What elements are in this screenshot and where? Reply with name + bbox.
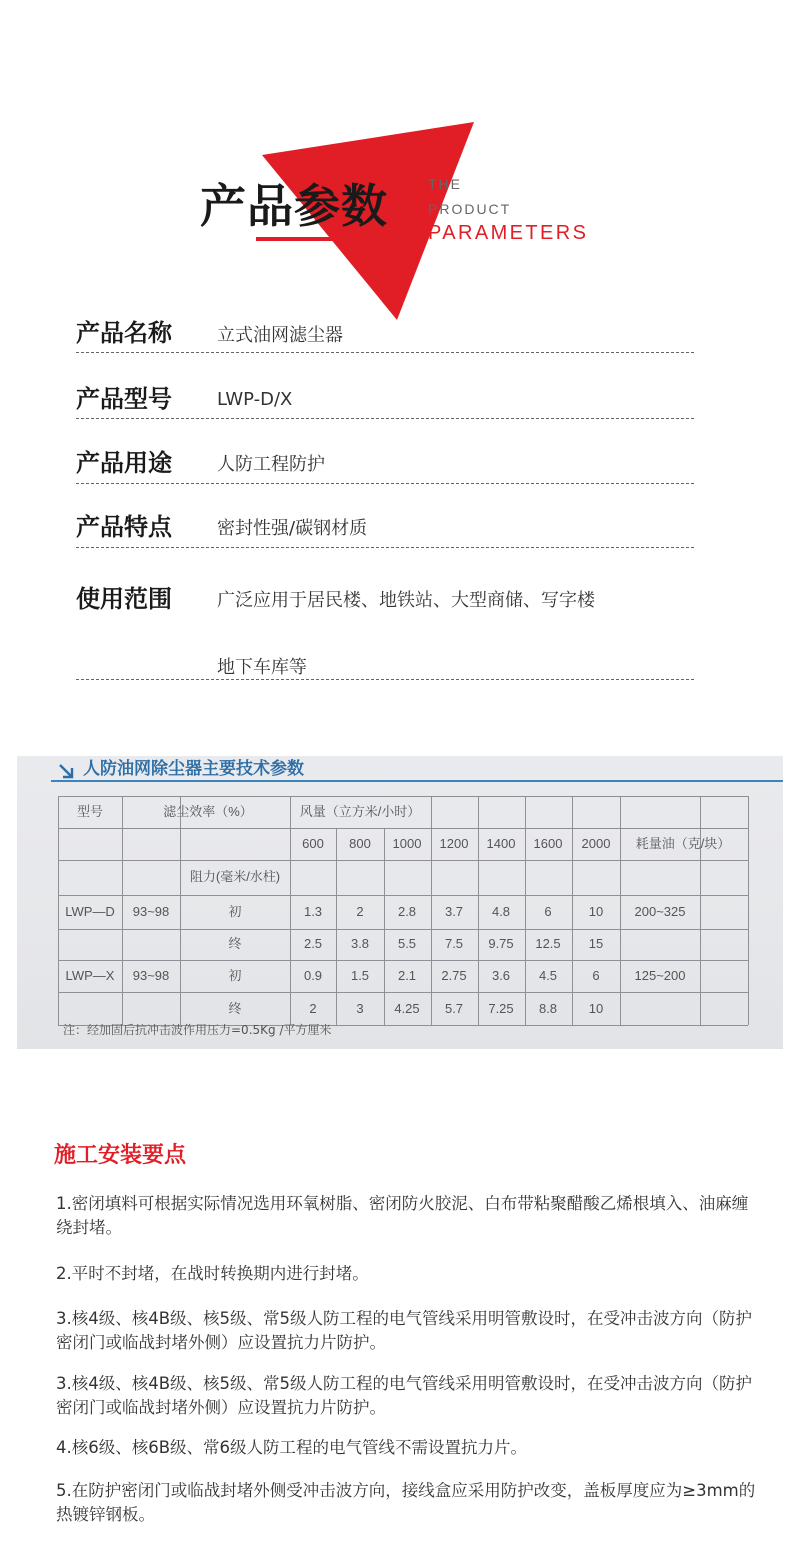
header-airflow: 风量（立方米/小时） [299,804,421,819]
table-note: 注：经加固后抗冲击波作用压力=0.5Kg /平方厘米 [63,1023,332,1037]
row-value: 5.5 [397,936,417,951]
title-underline [256,237,342,241]
row-value: 3 [356,1001,364,1016]
header-resistance: 阻力(毫米/水柱) [189,869,281,884]
row-value: 1.5 [350,968,370,983]
install-item: 1.密闭填料可根据实际情况选用环氧树脂、密闭防火胶泥、白布带粘聚醋酸乙烯根填入、油麻缠绕封堵。 [56,1194,749,1237]
spec-value-continued: 地下车库等 [217,657,307,678]
row-stage: 初 [228,904,242,919]
row-value: 2.75 [441,968,467,983]
spec-label: 产品特点 [76,513,172,541]
row-stage: 初 [228,968,242,983]
install-heading: 施工安装要点 [54,1143,187,1168]
title-en-line2: PRODUCT [428,201,512,217]
row-value: 7.25 [488,1001,514,1016]
airflow-value: 600 [302,836,324,851]
row-value: 8.8 [538,1001,558,1016]
spec-label: 产品用途 [76,449,172,477]
airflow-value: 1600 [533,836,563,851]
airflow-value: 1000 [392,836,422,851]
row-value: 9.75 [488,936,514,951]
header-efficiency: 滤尘效率（%） [163,804,253,819]
spec-label: 使用范围 [76,585,172,613]
row-value: 5.7 [444,1001,464,1016]
row-value: 7.5 [444,936,464,951]
row-value: 2 [309,1001,317,1016]
row-value: 12.5 [535,936,561,951]
parameter-table [58,796,748,1049]
row-oil: 125~200 [634,968,686,983]
install-item: 3.核4级、核4B级、核5级、常5级人防工程的电气管线采用明管敷设时，在受冲击波方向（防护密闭门或临战封堵外侧）应设置抗力片防护。 [56,1374,753,1417]
parameter-table-photo [17,756,783,1049]
table-title-rule [51,780,783,782]
airflow-value: 1400 [486,836,516,851]
row-value: 10 [588,904,604,919]
row-model: LWP—X [65,968,115,983]
spec-label: 产品型号 [76,385,172,413]
row-value: 10 [588,1001,604,1016]
dashed-divider [76,679,694,680]
page-title: 产品参数 [200,179,388,233]
row-value: 2.8 [397,904,417,919]
row-value: 0.9 [303,968,323,983]
title-en-line1: THE [428,176,462,192]
title-en-line3: PARAMETERS [428,222,589,244]
install-item: 2.平时不封堵，在战时转换期内进行封堵。 [56,1264,369,1283]
row-value: 4.8 [491,904,511,919]
header-model: 型号 [76,804,104,819]
row-value: 2.1 [397,968,417,983]
arrow-down-right-icon [57,762,77,782]
row-value: 2 [356,904,364,919]
spec-value: 人防工程防护 [217,454,325,475]
row-value: 3.6 [491,968,511,983]
row-value: 4.5 [538,968,558,983]
dashed-divider [76,483,694,484]
row-value: 6 [544,904,552,919]
header-oil: 耗量油（克/块） [635,836,731,851]
row-stage: 终 [228,1001,242,1016]
airflow-value: 2000 [581,836,611,851]
airflow-value: 1200 [439,836,469,851]
row-value: 4.25 [394,1001,420,1016]
row-value: 1.3 [303,904,323,919]
airflow-value: 800 [349,836,371,851]
row-efficiency: 93~98 [132,904,170,919]
install-item: 5.在防护密闭门或临战封堵外侧受冲击波方向，接线盒应采用防护改变，盖板厚度应为≥3mm的热镀锌钢板。 [56,1481,756,1524]
install-item: 3.核4级、核4B级、核5级、常5级人防工程的电气管线采用明管敷设时，在受冲击波方向（防护密闭门或临战封堵外侧）应设置抗力片防护。 [56,1309,753,1352]
row-efficiency: 93~98 [132,968,170,983]
spec-value: LWP-D/X [217,389,293,410]
row-stage: 终 [228,936,242,951]
spec-value: 密封性强/碳钢材质 [217,518,368,539]
spec-value: 立式油网滤尘器 [217,325,343,346]
install-item: 4.核6级、核6B级、常6级人防工程的电气管线不需设置抗力片。 [56,1438,528,1457]
row-model: LWP—D [65,904,115,919]
row-oil: 200~325 [634,904,686,919]
dashed-divider [76,547,694,548]
dashed-divider [76,352,694,353]
dashed-divider [76,418,694,419]
table-title: 人防油网除尘器主要技术参数 [83,759,304,779]
row-value: 3.8 [350,936,370,951]
row-value: 3.7 [444,904,464,919]
row-value: 2.5 [303,936,323,951]
spec-value: 广泛应用于居民楼、地铁站、大型商储、写字楼 [217,590,595,611]
spec-label: 产品名称 [76,319,172,347]
row-value: 6 [592,968,600,983]
row-value: 15 [588,936,604,951]
